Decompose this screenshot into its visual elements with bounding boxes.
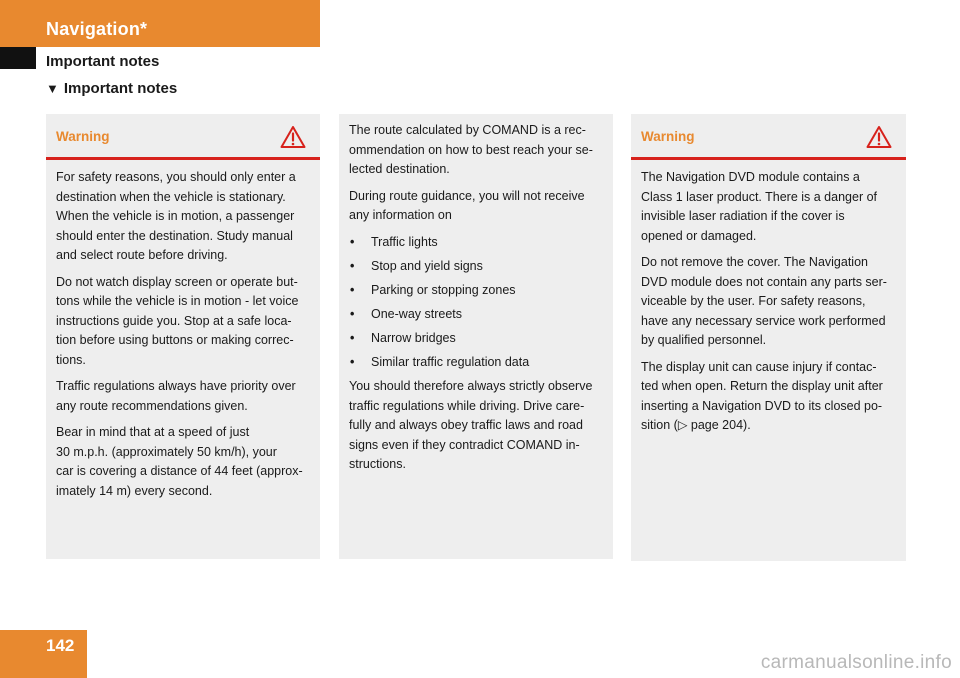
bullet-icon: • xyxy=(350,258,355,273)
page-number: 142 xyxy=(46,636,75,655)
warning-body xyxy=(46,160,320,501)
warning-triangle-icon xyxy=(280,125,306,149)
chapter-title: Navigation* xyxy=(46,19,148,39)
info-paragraph: You should therefore always strictly observe traffic regulations while driving. Drive care- fully and always obey traffic laws and road signs even if they contradict COMAND in- structions. xyxy=(349,379,593,472)
list-item-text: One-way streets xyxy=(371,306,463,321)
watermark: carmanualsonline.info xyxy=(760,652,952,673)
info-bullet-list xyxy=(349,233,603,373)
warning-label: Warning xyxy=(56,129,110,144)
warning-paragraph: Traffic regulations always have priority over any route recommendations given. xyxy=(56,379,296,413)
bullet-icon: • xyxy=(350,306,355,321)
warning-body xyxy=(631,160,906,436)
list-item xyxy=(349,233,603,253)
triangle-down-icon: ▼ xyxy=(46,81,59,96)
warning-triangle-icon xyxy=(866,125,892,149)
warning-paragraph: Bear in mind that at a speed of just 30 m.p.h. (approximately 50 km/h), your car is covering a distance of 44 feet (approx- imately 14 m) every second. xyxy=(56,425,303,498)
warning-paragraph: Do not watch display screen or operate but- tons while the vehicle is in motion - let voice instructions guide you. Stop at a safe loca- tion before using buttons or making correc- tions. xyxy=(56,274,299,367)
route-info-box xyxy=(339,114,613,559)
info-paragraph: During route guidance, you will not receive any information on xyxy=(349,188,585,222)
bullet-icon: • xyxy=(350,282,355,297)
list-item-text: Narrow bridges xyxy=(371,330,456,345)
warning-paragraph: For safety reasons, you should only enter a destination when the vehicle is stationary. When the vehicle is in motion, a passenger should enter the destination. Study manual and select route before driving. xyxy=(56,170,296,262)
bullet-icon: • xyxy=(350,354,355,369)
list-item xyxy=(349,305,603,325)
warning-box-safety xyxy=(46,114,320,559)
warning-header xyxy=(631,114,906,160)
list-item-text: Parking or stopping zones xyxy=(371,282,516,297)
section-heading-text: Important notes xyxy=(63,80,178,97)
page-subtitle: Important notes xyxy=(46,53,160,70)
list-item xyxy=(349,257,603,277)
section-heading xyxy=(46,80,177,97)
section-marker-tab xyxy=(0,47,36,69)
info-paragraph: The route calculated by COMAND is a rec- ommendation on how to best reach your se- lected destination. xyxy=(349,123,593,176)
list-item xyxy=(349,281,603,301)
list-item xyxy=(349,329,603,349)
bullet-icon: • xyxy=(350,234,355,249)
warning-paragraph: The display unit can cause injury if contac- ted when open. Return the display unit after inserting a Navigation DVD to its closed po- sition (▷ page 204). xyxy=(641,359,883,432)
warning-label: Warning xyxy=(641,129,695,144)
list-item-text: Similar traffic regulation data xyxy=(371,354,530,369)
warning-header xyxy=(46,114,320,160)
list-item xyxy=(349,353,603,373)
list-item-text: Stop and yield signs xyxy=(371,258,483,273)
warning-box-laser xyxy=(631,114,906,561)
warning-paragraph: Do not remove the cover. The Navigation DVD module does not contain any parts ser- viceable by the user. For safety reasons, have any necessary service work performed by qualified personnel. xyxy=(641,255,887,347)
list-item-text: Traffic lights xyxy=(371,234,438,249)
route-info-body xyxy=(339,114,613,475)
warning-paragraph: The Navigation DVD module contains a Class 1 laser product. There is a danger of invisible laser radiation if the cover is opened or damaged. xyxy=(641,170,878,243)
bullet-icon: • xyxy=(350,330,355,345)
